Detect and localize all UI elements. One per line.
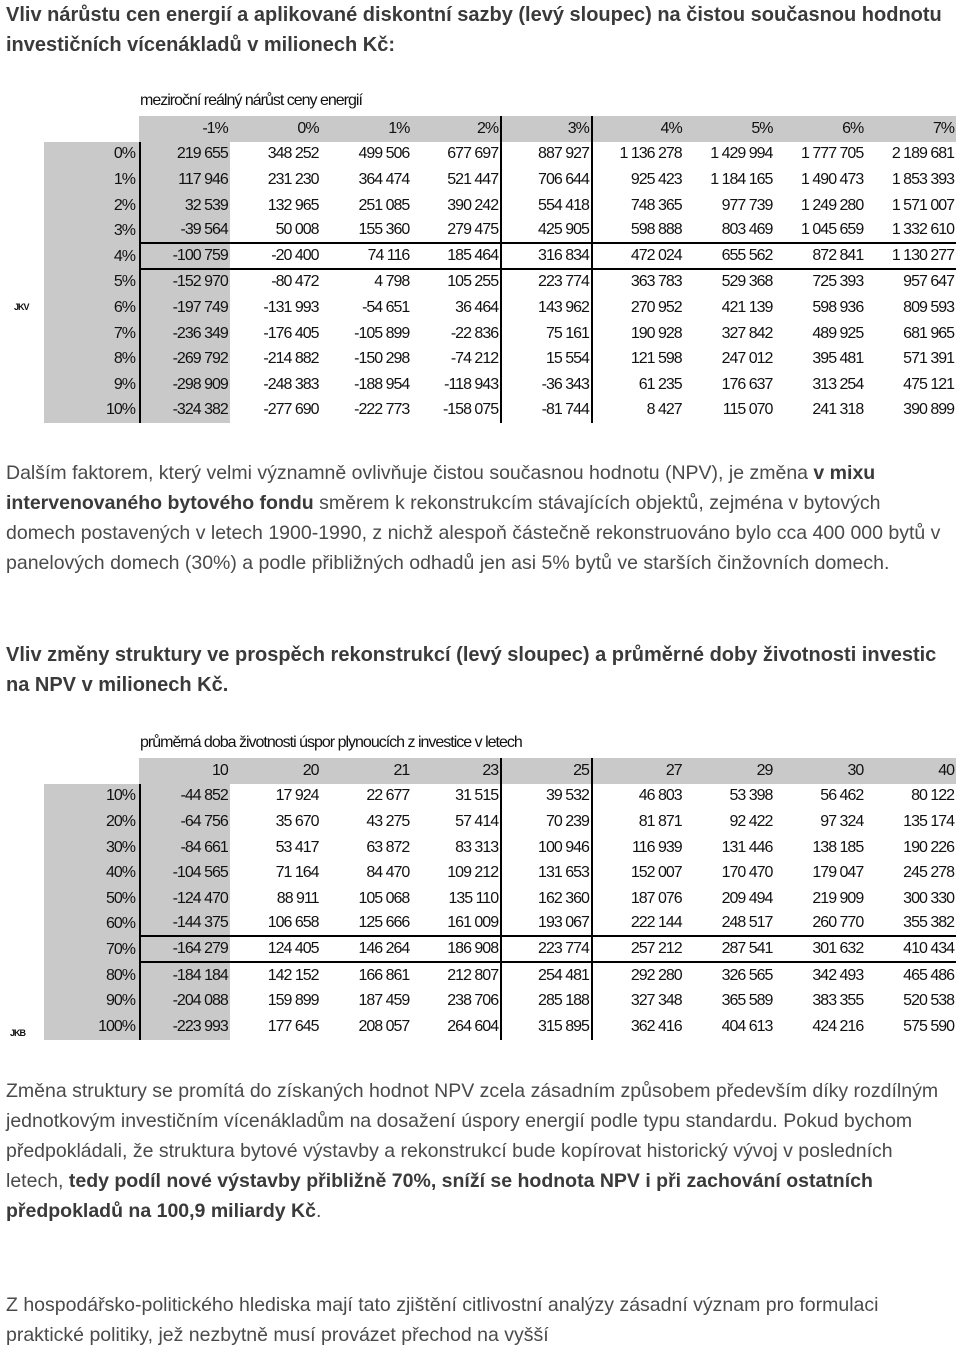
table-cell: 115 070 — [722, 401, 773, 419]
column-header: 4% — [593, 116, 684, 142]
table-cell: 395 481 — [812, 350, 864, 368]
table-cell: 655 562 — [684, 244, 775, 270]
table-cell: -164 279 — [139, 937, 230, 963]
row-label: 90% — [44, 988, 139, 1014]
table-cell: -184 184 — [139, 963, 230, 989]
row-label: 4% — [44, 244, 139, 270]
column-header: 6% — [774, 116, 865, 142]
table-cell: -20 400 — [230, 244, 321, 270]
table-row — [44, 784, 956, 810]
table-cell: 364 474 — [358, 170, 410, 188]
table-cell: 155 360 — [321, 218, 412, 244]
table-cell: 489 925 — [812, 324, 864, 342]
column-header: 30 — [774, 758, 865, 784]
table-cell: 872 841 — [774, 244, 865, 270]
table-cell: 327 348 — [630, 992, 682, 1010]
table-row — [44, 244, 956, 270]
table-cell: -54 651 — [362, 298, 410, 316]
table-cell: 187 459 — [358, 992, 410, 1010]
table-cell: 109 212 — [411, 860, 502, 886]
table-cell: 8 427 — [646, 401, 682, 419]
table-row — [44, 270, 956, 296]
table-cell: 1 130 277 — [865, 244, 956, 270]
column-header: 40 — [865, 758, 956, 784]
table-corner — [44, 758, 139, 784]
column-header: 2% — [411, 116, 502, 142]
table-cell: 424 216 — [812, 1017, 864, 1035]
table-cell: 285 188 — [502, 988, 593, 1014]
table-cell: -150 298 — [354, 350, 410, 368]
table-cell: 162 360 — [502, 886, 593, 912]
row-label: 1% — [44, 167, 139, 193]
column-header: 3% — [502, 116, 593, 142]
table-cell: 63 872 — [366, 838, 410, 856]
table-cell: 977 739 — [721, 196, 773, 214]
table-cell: 152 007 — [630, 864, 682, 882]
table-cell: 472 024 — [593, 244, 684, 270]
table-cell: -39 564 — [139, 218, 230, 244]
table2-side-label: JKB — [10, 1028, 26, 1038]
table-cell: 1 249 280 — [801, 196, 864, 214]
table-cell: 238 706 — [411, 988, 502, 1014]
table-cell: 71 164 — [275, 864, 319, 882]
table-cell: -144 375 — [139, 912, 230, 938]
table-cell: 100 946 — [502, 835, 593, 861]
table-row — [44, 886, 956, 912]
table-cell: 1 184 165 — [710, 170, 773, 188]
table-cell: 223 774 — [502, 270, 593, 296]
table-cell: 209 494 — [721, 889, 773, 907]
column-header: 29 — [684, 758, 775, 784]
table-cell: 279 475 — [411, 218, 502, 244]
table-cell: -44 852 — [139, 784, 230, 810]
row-label: 50% — [44, 886, 139, 912]
paragraph-text: . — [315, 1200, 322, 1222]
row-label: 6% — [44, 295, 139, 321]
table-cell: 313 254 — [812, 375, 864, 393]
table-row — [44, 988, 956, 1014]
table-cell: 342 493 — [812, 966, 864, 984]
table-cell: 223 774 — [502, 937, 593, 963]
table-cell: 36 464 — [411, 295, 502, 321]
table-cell: 219 909 — [812, 889, 864, 907]
table-cell: -197 749 — [139, 295, 230, 321]
table-cell: 264 604 — [411, 1014, 502, 1040]
table-row — [44, 937, 956, 963]
table-cell: 84 470 — [366, 864, 410, 882]
table-header-row — [44, 116, 956, 142]
table-cell: 105 255 — [411, 270, 502, 296]
table-cell: 176 637 — [721, 375, 773, 393]
table-cell: 241 318 — [812, 401, 864, 419]
column-header: 27 — [593, 758, 684, 784]
table-cell: 124 405 — [230, 937, 321, 963]
table-cell: 142 152 — [267, 966, 319, 984]
table-cell: 193 067 — [502, 912, 593, 938]
table-cell: 75 161 — [502, 321, 593, 347]
column-header: 21 — [321, 758, 412, 784]
table-cell: 887 927 — [502, 142, 593, 168]
table-cell: 106 658 — [230, 912, 321, 938]
table-cell: 17 924 — [275, 787, 319, 805]
table-cell: -269 792 — [139, 346, 230, 372]
table-cell: 1 429 994 — [710, 145, 773, 163]
paragraph-structure-change — [6, 1076, 951, 1226]
table-cell: 598 888 — [593, 218, 684, 244]
table-cell: 179 047 — [812, 864, 864, 882]
table-row — [44, 167, 956, 193]
column-header: 7% — [865, 116, 956, 142]
table-cell: -131 993 — [263, 298, 319, 316]
table-cell: 315 895 — [502, 1014, 593, 1040]
table-row — [44, 398, 956, 424]
table-cell: -84 661 — [139, 835, 230, 861]
table-cell: -100 759 — [139, 244, 230, 270]
row-label: 8% — [44, 346, 139, 372]
table-cell: 390 242 — [411, 193, 502, 219]
table-cell: 410 434 — [865, 937, 956, 963]
table-cell: 185 464 — [411, 244, 502, 270]
table-cell: -158 075 — [411, 398, 502, 424]
paragraph-mix-change — [6, 458, 951, 578]
table-cell: 4 798 — [374, 273, 410, 291]
table-cell: 465 486 — [903, 966, 955, 984]
paragraph-bold-text: v mixu intervenovaného bytového fondu — [6, 462, 876, 514]
table-cell: -204 088 — [139, 988, 230, 1014]
table-cell: 80 122 — [911, 787, 955, 805]
table-cell: 208 057 — [358, 1017, 410, 1035]
table-cell: 70 239 — [502, 809, 593, 835]
table-corner — [44, 116, 139, 142]
table-cell: 15 554 — [502, 346, 593, 372]
table-cell: 81 871 — [638, 812, 682, 830]
table-cell: 245 278 — [903, 864, 955, 882]
table-cell: -124 470 — [139, 886, 230, 912]
table-cell: 50 008 — [230, 218, 321, 244]
table-cell: -277 690 — [263, 401, 319, 419]
table-cell: 166 861 — [358, 966, 410, 984]
table1-side-label: JKV — [14, 302, 29, 312]
table-cell: 248 517 — [684, 912, 775, 938]
section-heading-1: Vliv nárůstu cen energií a aplikované diskontní sazby (levý sloupec) na čistou současnou hodnotu investičních vícenákladů v milionech Kč: — [6, 4, 942, 56]
table-cell: 32 539 — [139, 193, 230, 219]
table-cell: 257 212 — [593, 937, 684, 963]
table-cell: 88 911 — [276, 889, 319, 907]
table-cell: 287 541 — [684, 937, 775, 963]
table-row — [44, 193, 956, 219]
section-heading-2: Vliv změny struktury ve prospěch rekonstrukcí (levý sloupec) a průměrné doby životnosti investic na NPV v milionech Kč. — [6, 644, 937, 696]
table-row — [44, 142, 956, 168]
table-cell: 529 368 — [721, 273, 773, 291]
table-cell: 2 189 681 — [891, 145, 955, 163]
table-row — [44, 321, 956, 347]
table-cell: 74 116 — [321, 244, 412, 270]
column-header: 25 — [502, 758, 593, 784]
table-cell: 138 185 — [812, 838, 864, 856]
table-cell: -74 212 — [411, 346, 502, 372]
table-cell: 61 235 — [638, 375, 682, 393]
table-cell: 43 275 — [366, 812, 410, 830]
paragraph-policy: Z hospodářsko-politického hlediska mají tato zjištění citlivostní analýzy zásadní význam pro formulaci praktické politiky, jež nezbytně musí provázet přechod na vyšší — [6, 1294, 879, 1346]
table-cell: 39 532 — [502, 784, 593, 810]
paragraph-text: směrem k rekonstrukcím stávajících objektů, zejména v bytových domech postavených v letech 1900-1990, z nichž alespoň částečně rekonstruováno bylo cca 400 000 bytů v panelových domech (30%) a podle přibližných odhadů jen asi 5% bytů ve starších činžovních domech. — [6, 492, 941, 574]
paragraph-text: Změna struktury se promítá do získaných hodnot NPV zcela zásadním způsobem především díky rozdílným jednotkovým investičním vícenákladům na dosažení úspory energií podle typu standardu. Pokud bychom předpokládali, že struktura bytové výstavby a rekonstrukcí bude kopírovat historický vývoj v posledních letech, — [6, 1080, 939, 1192]
table-cell: 681 965 — [903, 324, 955, 342]
table-cell: 355 382 — [865, 912, 956, 938]
table-cell: -64 756 — [139, 809, 230, 835]
column-header: 0% — [230, 116, 321, 142]
table-cell: -214 882 — [263, 350, 319, 368]
table-cell: 1 045 659 — [774, 218, 865, 244]
row-label: 7% — [44, 321, 139, 347]
table-cell: 143 962 — [502, 295, 593, 321]
table-row — [44, 835, 956, 861]
table-header-row — [44, 758, 956, 784]
row-label: 70% — [44, 937, 139, 963]
table-cell: 260 770 — [774, 912, 865, 938]
table-cell: 326 565 — [721, 966, 773, 984]
table-cell: 475 121 — [903, 375, 955, 393]
column-header: -1% — [139, 116, 230, 142]
table-cell: 22 677 — [366, 787, 410, 805]
table-cell: 222 144 — [593, 912, 684, 938]
table-cell: 425 905 — [502, 218, 593, 244]
table-cell: 170 470 — [721, 864, 773, 882]
table-cell: 121 598 — [630, 350, 682, 368]
table2-lifetime-npv — [44, 758, 956, 1040]
table-cell: 131 446 — [721, 838, 773, 856]
row-label: 9% — [44, 372, 139, 398]
column-header: 20 — [230, 758, 321, 784]
row-label: 10% — [44, 784, 139, 810]
row-label: 100% — [44, 1014, 139, 1040]
table-cell: 159 899 — [267, 992, 319, 1010]
table-cell: 300 330 — [903, 889, 955, 907]
table-cell: 146 264 — [321, 937, 412, 963]
table-cell: 135 174 — [903, 812, 955, 830]
table-row — [44, 912, 956, 938]
table-row — [44, 346, 956, 372]
table-cell: 53 398 — [729, 787, 773, 805]
row-label: 3% — [44, 218, 139, 244]
table-cell: 316 834 — [502, 244, 593, 270]
table-cell: 404 613 — [721, 1017, 773, 1035]
column-header: 1% — [321, 116, 412, 142]
table-row — [44, 963, 956, 989]
table2-title: průměrná doba životnosti úspor plynoucích z investice v letech — [140, 734, 522, 751]
table-cell: 957 647 — [903, 273, 955, 291]
table-cell: 132 965 — [267, 196, 319, 214]
table-cell: 31 515 — [411, 784, 502, 810]
table-cell: 1 136 278 — [619, 145, 682, 163]
table-cell: -118 943 — [411, 372, 502, 398]
row-label: 60% — [44, 912, 139, 938]
table-cell: 1 490 473 — [801, 170, 864, 188]
table-cell: 499 506 — [358, 145, 410, 163]
table-cell: -223 993 — [139, 1014, 230, 1040]
table-cell: 575 590 — [903, 1017, 955, 1035]
table-cell: 135 110 — [411, 886, 502, 912]
table-cell: -22 836 — [411, 321, 502, 347]
table-cell: -36 343 — [502, 372, 593, 398]
table-cell: 35 670 — [275, 812, 319, 830]
table-cell: -248 383 — [263, 375, 319, 393]
table-cell: 212 807 — [411, 963, 502, 989]
table-cell: 131 653 — [502, 860, 593, 886]
table-cell: 270 952 — [630, 298, 682, 316]
table-cell: 116 939 — [632, 838, 682, 856]
table-row — [44, 295, 956, 321]
table-row — [44, 372, 956, 398]
table-cell: 362 416 — [630, 1017, 682, 1035]
table-cell: 520 538 — [903, 992, 955, 1010]
table1-title: meziroční reálný nárůst ceny energií — [140, 92, 362, 109]
table-cell: 301 632 — [774, 937, 865, 963]
table-cell: 292 280 — [630, 966, 682, 984]
table1-energy-price-npv — [44, 116, 956, 423]
table-cell: 925 423 — [630, 170, 682, 188]
table-cell: 251 085 — [358, 196, 410, 214]
table-cell: -188 954 — [354, 375, 410, 393]
table-cell: 1 332 610 — [865, 218, 956, 244]
table-row — [44, 809, 956, 835]
table-cell: 177 645 — [267, 1017, 319, 1035]
table-cell: 521 447 — [411, 167, 502, 193]
table-cell: 390 899 — [903, 401, 955, 419]
table-cell: 748 365 — [630, 196, 682, 214]
row-label: 40% — [44, 860, 139, 886]
table-cell: -105 899 — [354, 324, 410, 342]
table-cell: 803 469 — [684, 218, 775, 244]
table-cell: 190 226 — [903, 838, 955, 856]
table-cell: 53 417 — [275, 838, 319, 856]
table-cell: -80 472 — [271, 273, 319, 291]
table-cell: 219 655 — [139, 142, 230, 168]
table-cell: 677 697 — [411, 142, 502, 168]
paragraph-bold-text: tedy podíl nové výstavby přibližně 70%, sníží se hodnota NPV i při zachování ostatních předpokladů na 100,9 miliardy Kč — [6, 1170, 873, 1222]
table-cell: 254 481 — [502, 963, 593, 989]
row-label: 0% — [44, 142, 139, 168]
table-cell: 809 593 — [903, 298, 955, 316]
column-header: 5% — [684, 116, 775, 142]
table-cell: 363 783 — [630, 273, 682, 291]
table-cell: 46 803 — [638, 787, 682, 805]
table-cell: 83 313 — [411, 835, 502, 861]
table-cell: -222 773 — [354, 401, 410, 419]
table-cell: 190 928 — [630, 324, 682, 342]
table-cell: -81 744 — [502, 398, 593, 424]
table-cell: -104 565 — [139, 860, 230, 886]
table-cell: -298 909 — [139, 372, 230, 398]
table-cell: -176 405 — [263, 324, 319, 342]
table-cell: 365 589 — [721, 992, 773, 1010]
table-cell: 117 946 — [139, 167, 230, 193]
table-row — [44, 1014, 956, 1040]
table-cell: 327 842 — [721, 324, 773, 342]
table-cell: 161 009 — [411, 912, 502, 938]
row-label: 5% — [44, 270, 139, 296]
table-cell: 1 777 705 — [801, 145, 864, 163]
table-cell: 348 252 — [267, 145, 319, 163]
table-cell: 97 324 — [820, 812, 864, 830]
table-cell: 56 462 — [820, 787, 864, 805]
table-cell: -236 349 — [139, 321, 230, 347]
paragraph-text: Dalším faktorem, který velmi významně ovlivňuje čistou současnou hodnotu (NPV), je změna — [6, 462, 814, 484]
table-cell: 57 414 — [411, 809, 502, 835]
row-label: 80% — [44, 963, 139, 989]
table-row — [44, 860, 956, 886]
table-cell: 247 012 — [721, 350, 773, 368]
table-cell: -324 382 — [139, 398, 230, 424]
table-cell: 383 355 — [812, 992, 864, 1010]
table-cell: 187 076 — [630, 889, 682, 907]
row-label: 30% — [44, 835, 139, 861]
table-cell: 125 666 — [321, 912, 412, 938]
column-header: 23 — [411, 758, 502, 784]
table-cell: 105 068 — [358, 889, 410, 907]
table-cell: 598 936 — [812, 298, 864, 316]
table-cell: 186 908 — [411, 937, 502, 963]
table-cell: 92 422 — [729, 812, 773, 830]
table-row — [44, 218, 956, 244]
column-header: 10 — [139, 758, 230, 784]
table-cell: -152 970 — [139, 270, 230, 296]
row-label: 10% — [44, 398, 139, 424]
row-label: 2% — [44, 193, 139, 219]
table-cell: 725 393 — [812, 273, 864, 291]
table-cell: 571 391 — [903, 350, 955, 368]
table-cell: 554 418 — [502, 193, 593, 219]
table-cell: 421 139 — [721, 298, 773, 316]
table-cell: 231 230 — [267, 170, 319, 188]
table-cell: 1 853 393 — [891, 170, 955, 188]
table-cell: 1 571 007 — [891, 196, 955, 214]
row-label: 20% — [44, 809, 139, 835]
table-cell: 706 644 — [502, 167, 593, 193]
